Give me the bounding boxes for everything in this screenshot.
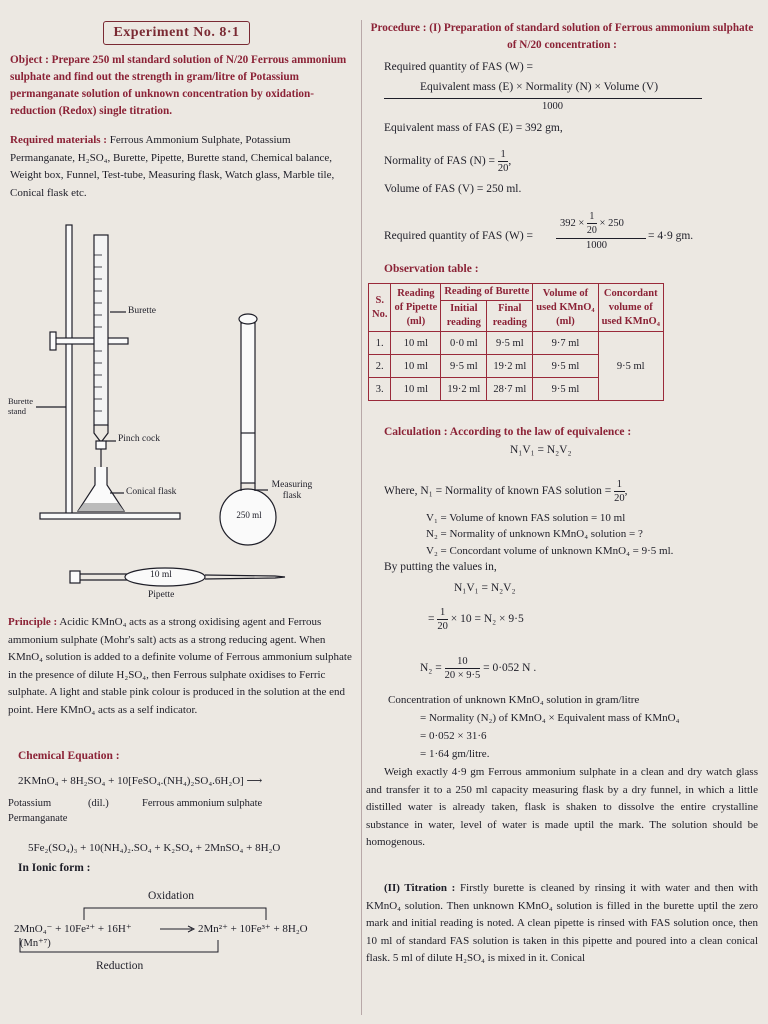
table-cell: 9·5 ml: [441, 355, 487, 378]
ionic-equation-left: 2MnO₄⁻ + 10Fe²⁺ + 16H⁺: [14, 923, 132, 935]
burette-stand-label: Burette stand: [8, 396, 34, 416]
normality-den: 20: [497, 163, 509, 174]
normality-fraction: [498, 148, 509, 175]
header-initial: Initial reading: [441, 301, 487, 332]
titration-label: (II) Titration :: [384, 882, 456, 894]
n2-num: 10: [445, 655, 481, 669]
concordant-cell: 9·5 ml: [598, 332, 663, 401]
chemical-equation-line2: 5Fe₂(SO₄)₃ + 10(NH₄)₂.SO₄ + K₂SO₄ + 2MnSO₄ + 8H₂O: [28, 842, 281, 854]
conical-flask-label: Conical flask: [126, 487, 177, 497]
calc-result: = 4·9 gm.: [648, 230, 694, 242]
v1-line: V₁ = Volume of known FAS solution = 10 ml: [426, 512, 626, 524]
where-label: Where, N₁ = Normality of known FAS solution =: [384, 485, 612, 498]
sub-rest: × 10 = N₂ × 9·5: [450, 613, 524, 626]
law-equation: N₁V₁ = N₂V₂: [510, 444, 572, 456]
calc-numerator: [560, 210, 624, 237]
oxidation-label: Oxidation: [148, 890, 194, 902]
formula-denominator: 1000: [542, 101, 563, 112]
law-equation-2: N₁V₁ = N₂V₂: [454, 582, 516, 594]
where-num: 1: [614, 478, 625, 492]
table-cell: 0·0 ml: [441, 332, 487, 355]
substitution-line: = $\frac{1}{20}$ × 10 = N₂ × 9·5: [428, 607, 524, 632]
measuring-flask-volume: 250 ml: [236, 510, 262, 520]
table-cell: 19·2 ml: [441, 378, 487, 401]
table-cell: 10 ml: [391, 355, 441, 378]
reduction-label: Reduction: [96, 960, 144, 972]
formula-numerator: Equivalent mass (E) × Normality (N) × Volume (V): [420, 81, 659, 93]
header-sno: S. No.: [369, 284, 391, 332]
sub-num: 1: [437, 606, 448, 620]
object-label: Object :: [10, 54, 49, 66]
table-cell: 9·5 ml: [533, 378, 598, 401]
titration-paragraph: [366, 880, 758, 968]
header-pipette: Reading of Pipette (ml): [391, 284, 441, 332]
n2-line: N₂ = Normality of unknown KMnO₄ solution = ?: [426, 528, 643, 540]
procedure-heading: Procedure : (I) Preparation of standard solution of Ferrous ammonium sulphate of N/20 concentration :: [370, 22, 754, 51]
table-cell: 10 ml: [391, 332, 441, 355]
pipette-label: Pipette: [148, 590, 175, 600]
normality-label: Normality of FAS (N) =: [384, 155, 496, 168]
principle-text: Acidic KMnO₄ acts as a strong oxidising agent and Ferrous ammonium sulphate (Mohr's salt) acts as a strong reducing agent. When KMnO₄ solution is added to a definite volume of Ferrous ammonium sulphate in the presence of dilute H₂SO₄, then Ferrous sulphate oxidises to Ferric sulphate. A light and stable pink colour is produced in the solution at the end point. Here KMnO₄ acts as a self indicator.: [8, 616, 352, 716]
table-cell: 3.: [369, 378, 391, 401]
object-paragraph: [10, 52, 350, 120]
ionic-form-label: In Ionic form :: [18, 862, 91, 874]
materials-text: Ferrous Ammonium Sulphate, Potassium Permanganate, H₂SO₄, Burette, Pipette, Burette stand, Chemical balance, Weight box, Funnel, Test-tube, Measuring flask, Watch glass, Marble tile, Conical flask etc.: [10, 134, 335, 199]
n2-label: N₂ =: [420, 662, 442, 675]
normality-num: 1: [498, 148, 509, 162]
calc-small-fraction: [587, 210, 597, 237]
table-cell: 9·5 ml: [533, 355, 598, 378]
chemical-equation-label: Chemical Equation :: [18, 750, 120, 762]
header-final: Final reading: [487, 301, 533, 332]
table-row: [369, 332, 664, 355]
pinch-cock-label: Pinch cock: [118, 434, 160, 444]
n2-den: 20 × 9·5: [444, 670, 481, 681]
weigh-paragraph: Weigh exactly 4·9 gm Ferrous ammonium sulphate in a clean and dry watch glass and transfer it to a 250 ml capacity measuring flask by a dry funnel, in which a little distilled water is already taken, flask is shaken to dissolve the entire crystalline substance in water, level of water is made uptil the mark. The solution should be homogenous.: [366, 766, 758, 848]
observation-table: [368, 283, 664, 401]
titration-text: Firstly burette is cleaned by rinsing it with water and then with KMnO₄ solution. Then unknown KMnO₄ solution is filled in the burette uptil the zero mark and initial reading is noted. A clean pipette is rinsed with FAS solution once, then 10 ml of standard FAS solution is taken in this pipette and poured into a clean conical flask. 5 ml of dilute H₂SO₄ is mixed in it. Conical: [366, 882, 758, 964]
fas-name-label: Ferrous ammonium sulphate: [142, 798, 263, 809]
chemical-equation-line1: 2KMnO₄ + 8H₂SO₄ + 10[FeSO₄.(NH₄)₂SO₄.6H₂O] ⟶: [18, 775, 263, 787]
v2-line: V₂ = Concordant volume of unknown KMnO₄ = 9·5 ml.: [426, 545, 674, 557]
table-cell: 19·2 ml: [487, 355, 533, 378]
where-den: 20: [614, 493, 625, 504]
required-quantity-calc-label: Required quantity of FAS (W) =: [384, 230, 534, 242]
normality-line: Normality of FAS (N) = $\frac{1}{20}$ ,: [384, 149, 512, 174]
measuring-flask-label: Measuring flask: [271, 480, 313, 501]
column-divider: [361, 20, 362, 1015]
experiment-title: Experiment No. 8·1: [103, 21, 250, 45]
putting-line: By putting the values in,: [384, 561, 497, 573]
table-cell: 1.: [369, 332, 391, 355]
required-quantity-line: Required quantity of FAS (W) =: [384, 61, 534, 73]
sub-den: 20: [437, 621, 448, 632]
concentration-line-2: = Normality (N₂) of KMnO₄ × Equivalent mass of KMnO₄: [420, 712, 680, 724]
calc-small-num: 1: [587, 210, 597, 224]
calc-num-a: 392 ×: [560, 217, 585, 229]
materials-paragraph: [10, 132, 350, 202]
potassium-permanganate-label: Potassium Permanganate: [8, 798, 68, 824]
observation-label: Observation table :: [384, 263, 479, 275]
n2-fraction: [445, 655, 481, 682]
calculation-label: Calculation : According to the law of equivalence :: [384, 426, 632, 438]
calc-denominator: 1000: [586, 240, 607, 251]
calc-bar: [556, 238, 646, 239]
header-volume: Volume of used KMnO₄ (ml): [533, 284, 598, 332]
table-cell: 10 ml: [391, 378, 441, 401]
table-cell: 28·7 ml: [487, 378, 533, 401]
manganese-state: (Mn⁺⁷): [20, 938, 51, 949]
principle-label: Principle :: [8, 616, 58, 628]
calc-small-den: 20: [586, 225, 597, 236]
header-concordant: Concordant volume of used KMnO₄: [598, 284, 663, 332]
ionic-equation-right: 2Mn²⁺ + 10Fe³⁺ + 8H₂O: [198, 923, 308, 935]
n2-result-line: [420, 655, 536, 682]
principle-paragraph: [8, 614, 352, 719]
materials-label: Required materials :: [10, 134, 107, 146]
n2-result: = 0·052 N .: [483, 662, 537, 675]
pipette-volume: 10 ml: [150, 570, 172, 580]
table-cell: 9·5 ml: [487, 332, 533, 355]
formula-bar: [384, 98, 702, 99]
table-cell: 2.: [369, 355, 391, 378]
burette-label: Burette: [128, 306, 156, 316]
table-cell: 9·7 ml: [533, 332, 598, 355]
concentration-line: Concentration of unknown KMnO₄ solution in gram/litre: [388, 694, 640, 706]
dilute-label: (dil.): [88, 798, 109, 809]
equivalent-mass-line: Equivalent mass of FAS (E) = 392 gm,: [384, 122, 563, 134]
sub-fraction: [437, 606, 448, 633]
object-text: Prepare 250 ml standard solution of N/20 Ferrous ammonium sulphate and find out the strength in gram/litre of Potassium permanganate solution of unknown concentration by oxidation-reduction (Redox) single titration.: [10, 54, 347, 117]
calc-num-b: × 250: [599, 217, 624, 229]
concentration-line-4: = 1·64 gm/litre.: [420, 748, 490, 760]
concentration-line-3: = 0·052 × 31·6: [420, 730, 487, 742]
header-burette: Reading of Burette: [441, 284, 533, 301]
apparatus-diagram: [0, 205, 360, 605]
volume-line: Volume of FAS (V) = 250 ml.: [384, 183, 522, 195]
where-fraction: [614, 478, 625, 505]
where-line: Where, N₁ = Normality of known FAS solution = $\frac{1}{20}$ ,: [384, 479, 628, 504]
